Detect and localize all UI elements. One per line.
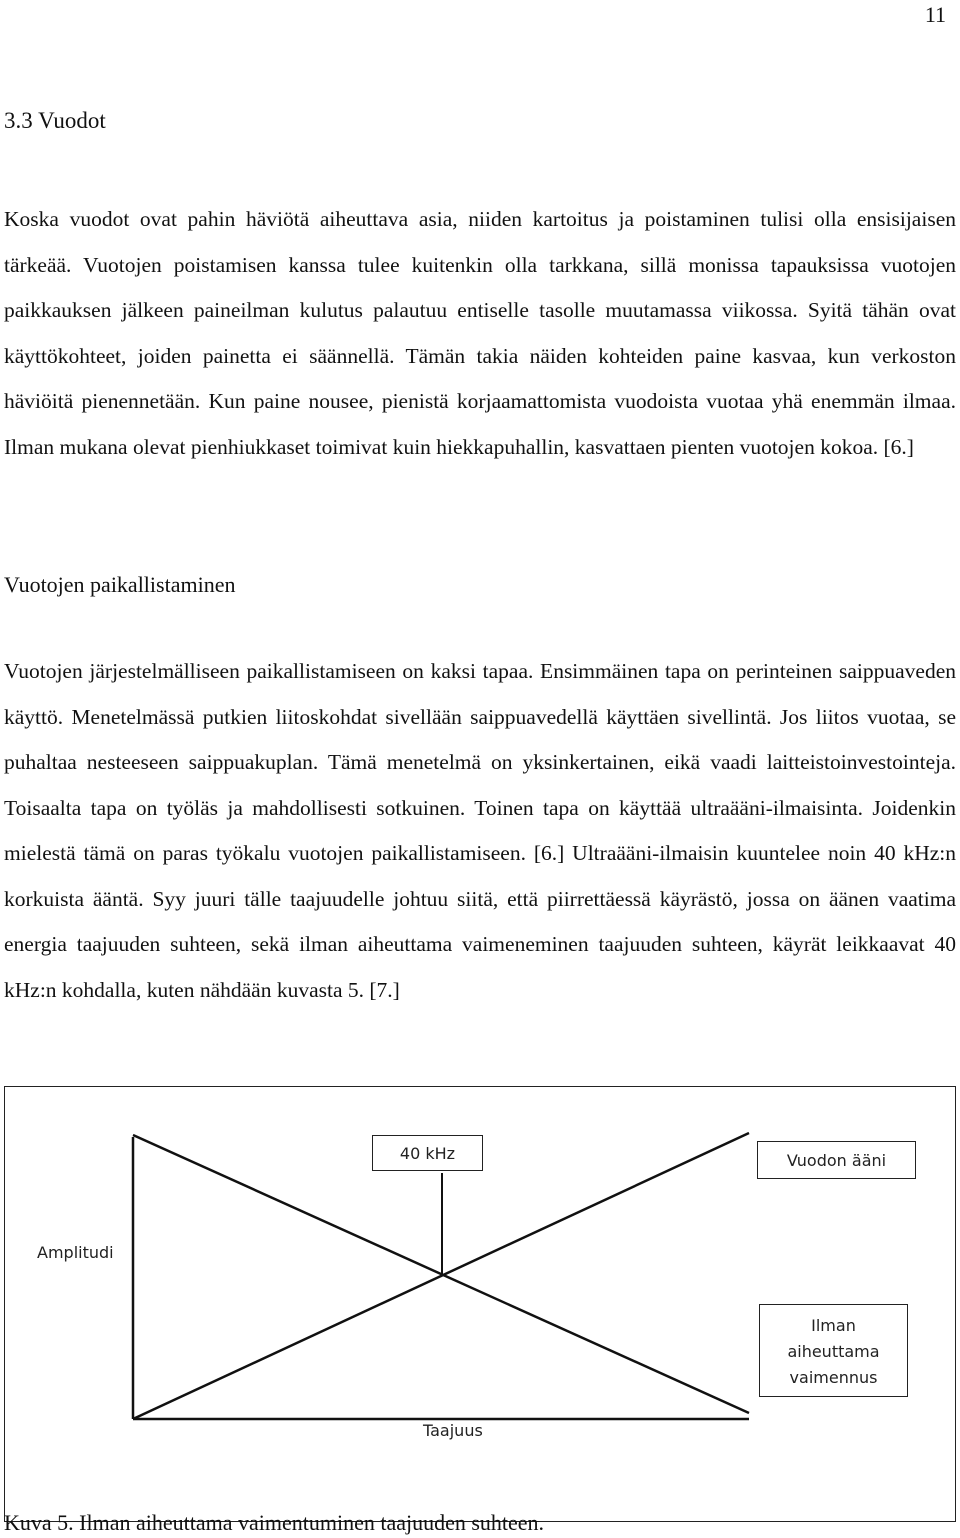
figure-frequency-attenuation [4, 1086, 956, 1522]
figure-caption: Kuva 5. Ilman aiheuttama vaimentuminen taajuuden suhteen. [4, 1510, 545, 1535]
label-40khz: 40 kHz [372, 1135, 483, 1171]
page-number: 11 [924, 2, 946, 27]
label-frequency: Taajuus [423, 1421, 483, 1440]
section-heading: 3.3 Vuodot [4, 108, 106, 133]
label-air-attenuation [759, 1304, 908, 1397]
paragraph-leak-location: Vuotojen järjestelmälliseen paikallistamiseen on kaksi tapaa. Ensimmäinen tapa on perinteinen saippuaveden käyttö. Menetelmässä putkien liitoskohdat sivellään saippuavedellä käyttäen sivellintä. Jos liitos vuotaa, se puhaltaa nesteeseen saippuakuplan. Tämä menetelmä on yksinkertainen, eikä vaadi laitteistoinvestointeja. Toisaalta tapa on työläs ja mahdollisesti sotkuinen. Toinen tapa on käyttää ultraääni-ilmaisinta. Joidenkin mielestä tämä on paras työkalu vuotojen paikallistamiseen. [6.] Ultraääni-ilmaisin kuuntelee noin 40 kHz:n korkuista ääntä. Syy juuri tälle taajuudelle johtuu siitä, että piirrettäessä käyrästö, jossa on äänen vaatima energia taajuuden suhteen, sekä ilman aiheuttama vaimeneminen taajuuden suhteen, käyrät leikkaavat 40 kHz:n kohdalla, kuten nähdään kuvasta 5. [7.] [4, 659, 956, 1002]
label-air-attenuation-line2: aiheuttama [787, 1341, 880, 1361]
subheading-leak-location: Vuotojen paikallistaminen [4, 572, 236, 597]
paragraph-leaks: Koska vuodot ovat pahin häviötä aiheuttava asia, niiden kartoitus ja poistaminen tulisi olla ensisijaisen tärkeää. Vuotojen poistamisen kanssa tulee kuitenkin olla tarkkana, sillä monissa tapauksissa vuotojen paikkauksen jälkeen paineilman kulutus palautuu entiselle tasolle muutamassa viikossa. Syitä tähän ovat käyttökohteet, joiden painetta ei säännellä. Tämän takia näiden kohteiden paine kasvaa, kun verkoston häviöitä pienennetään. Kun paine nousee, pienistä korjaamattomista vuodoista vuotaa yhä enemmän ilmaa. Ilman mukana olevat pienhiukkaset toimivat kuin hiekkapuhallin, kasvattaen pienten vuotojen kokoa. [6.] [4, 207, 956, 459]
label-air-attenuation-line1: Ilman [811, 1315, 856, 1335]
label-air-attenuation-line3: vaimennus [789, 1367, 878, 1387]
label-amplitude: Amplitudi [37, 1243, 114, 1262]
label-leak-sound: Vuodon ääni [757, 1141, 916, 1179]
